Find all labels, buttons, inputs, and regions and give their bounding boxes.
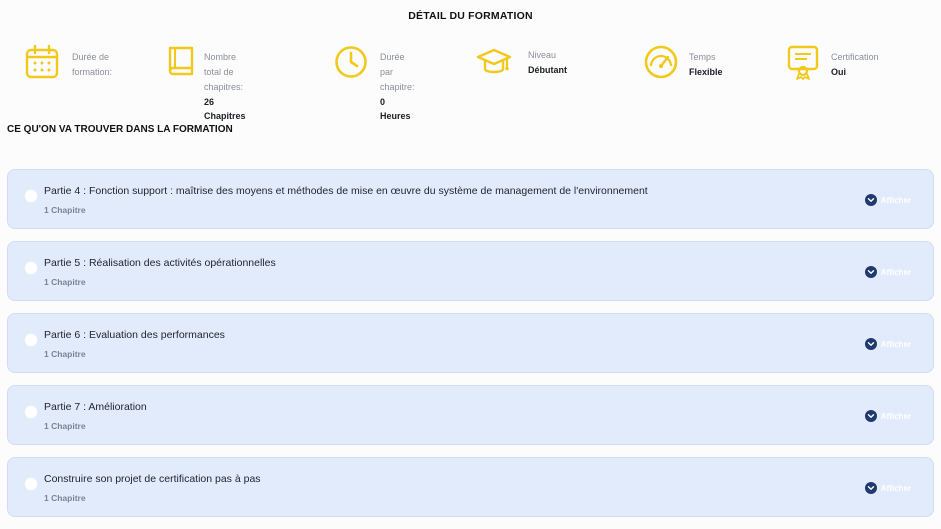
part-radio[interactable]	[24, 405, 38, 419]
part-title: Partie 5 : Réalisation des activités opérationnelles	[44, 257, 276, 269]
graduation-cap-icon	[476, 44, 512, 80]
part-title: Construire son projet de certification pas à pas	[44, 473, 261, 485]
chevron-down-icon	[865, 266, 877, 278]
part-radio[interactable]	[24, 189, 38, 203]
parts-list	[7, 169, 934, 529]
show-button[interactable]	[865, 410, 911, 422]
part-chapter-count: 1 Chapitre	[44, 205, 86, 215]
speedometer-icon	[643, 44, 679, 80]
show-button[interactable]	[865, 194, 911, 206]
part-chapter-count: 1 Chapitre	[44, 421, 86, 431]
chevron-down-icon	[865, 482, 877, 494]
part-title: Partie 7 : Amélioration	[44, 401, 147, 413]
part-title: Partie 6 : Evaluation des performances	[44, 329, 225, 341]
part-chapter-count: 1 Chapitre	[44, 277, 86, 287]
stat-value: 26 Chapitres	[204, 97, 246, 121]
stat-label: Nombre total de	[204, 52, 237, 77]
part-item[interactable]	[7, 241, 934, 301]
stat-value: Flexible	[689, 67, 723, 77]
part-radio[interactable]	[24, 333, 38, 347]
certificate-icon	[785, 44, 821, 80]
page-title: DÉTAIL DU FORMATION	[408, 10, 533, 22]
calendar-icon	[24, 44, 60, 80]
clock-icon	[333, 44, 369, 80]
stat-label: chapitres:	[204, 82, 244, 92]
book-icon	[163, 44, 199, 80]
show-button-label: Afficher	[880, 483, 911, 493]
part-item[interactable]	[7, 169, 934, 229]
stat-value: Oui	[831, 67, 846, 77]
part-title: Partie 4 : Fonction support : maîtrise des moyens et méthodes de mise en œuvre du système de management de l'environnement	[44, 185, 648, 197]
stat-value: Débutant	[528, 65, 567, 75]
show-button-label: Afficher	[880, 339, 911, 349]
stat-label: formation:	[72, 67, 113, 77]
part-radio[interactable]	[24, 477, 38, 491]
stat-label: Temps	[689, 52, 716, 62]
stat-label: Durée de	[72, 52, 110, 62]
part-item[interactable]	[7, 385, 934, 445]
stat-value: 0 Heures	[380, 97, 411, 121]
show-button-label: Afficher	[880, 195, 911, 205]
show-button-label: Afficher	[880, 267, 911, 277]
show-button[interactable]	[865, 338, 911, 350]
stat-label: Certification	[831, 52, 879, 62]
chevron-down-icon	[865, 338, 877, 350]
stat-label: Niveau	[528, 50, 557, 60]
part-item[interactable]	[7, 457, 934, 517]
chevron-down-icon	[865, 194, 877, 206]
show-button[interactable]	[865, 482, 911, 494]
part-chapter-count: 1 Chapitre	[44, 349, 86, 359]
show-button-label: Afficher	[880, 411, 911, 421]
part-item[interactable]	[7, 313, 934, 373]
show-button[interactable]	[865, 266, 911, 278]
stat-label: Durée par chapitre:	[380, 52, 415, 92]
section-title: CE QU'ON VA TROUVER DANS LA FORMATION	[7, 124, 233, 135]
part-radio[interactable]	[24, 261, 38, 275]
part-chapter-count: 1 Chapitre	[44, 493, 86, 503]
chevron-down-icon	[865, 410, 877, 422]
course-stats	[0, 44, 941, 121]
